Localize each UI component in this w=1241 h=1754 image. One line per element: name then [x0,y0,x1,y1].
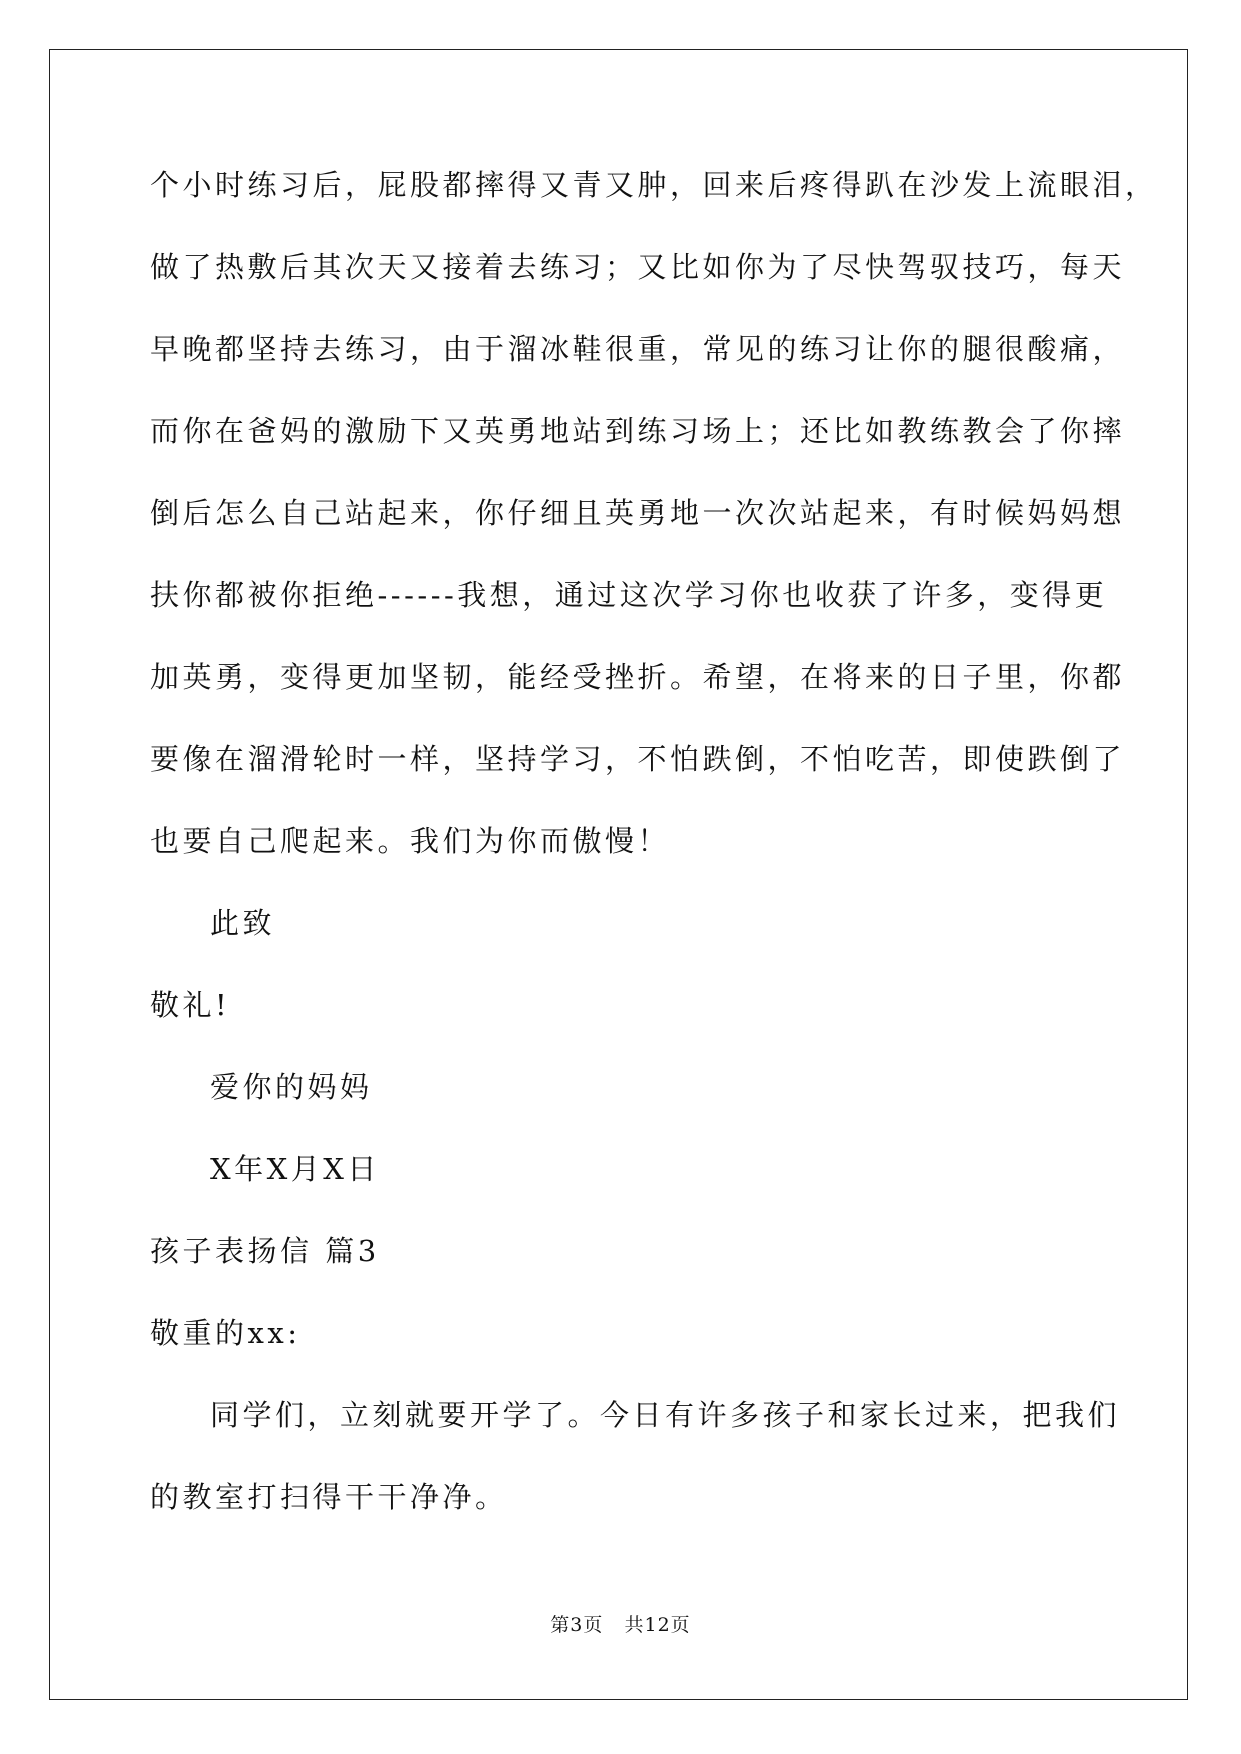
paragraph-line: 做了热敷后其次天又接着去练习；又比如你为了尽快驾驭技巧，每天 [150,250,1126,284]
section-heading: 孩子表扬信 篇3 [150,1234,380,1268]
letter-body [150,160,1158,1554]
greeting: 敬重的xx: [150,1316,301,1350]
closing-salutation: 此致 [210,906,276,940]
paragraph-line: 的教室打扫得干干净净。 [150,1480,508,1514]
paragraph-line: 个小时练习后，屁股都摔得又青又肿，回来后疼得趴在沙发上流眼泪， [150,168,1158,202]
paragraph-line: 扶你都被你拒绝------我想，通过这次学习你也收获了许多，变得更 [150,578,1108,612]
page-number-footer: 第3页 共12页 [550,1614,691,1636]
paragraph-line: 也要自己爬起来。我们为你而傲慢！ [150,824,671,858]
paragraph-line: 同学们，立刻就要开学了。今日有许多孩子和家长过来，把我们 [210,1398,1121,1432]
paragraph-line: 倒后怎么自己站起来，你仔细且英勇地一次次站起来，有时候妈妈想 [150,496,1126,530]
signature: 爱你的妈妈 [210,1070,373,1104]
closing-regards: 敬礼! [150,988,231,1022]
paragraph-line: 而你在爸妈的激励下又英勇地站到练习场上；还比如教练教会了你摔 [150,414,1126,448]
paragraph-line: 加英勇，变得更加坚韧，能经受挫折。希望，在将来的日子里，你都 [150,660,1126,694]
letter-date: X年X月X日 [210,1152,380,1186]
paragraph-line: 早晚都坚持去练习，由于溜冰鞋很重，常见的练习让你的腿很酸痛， [150,332,1126,366]
paragraph-line: 要像在溜滑轮时一样，坚持学习，不怕跌倒，不怕吃苦，即使跌倒了 [150,742,1126,776]
